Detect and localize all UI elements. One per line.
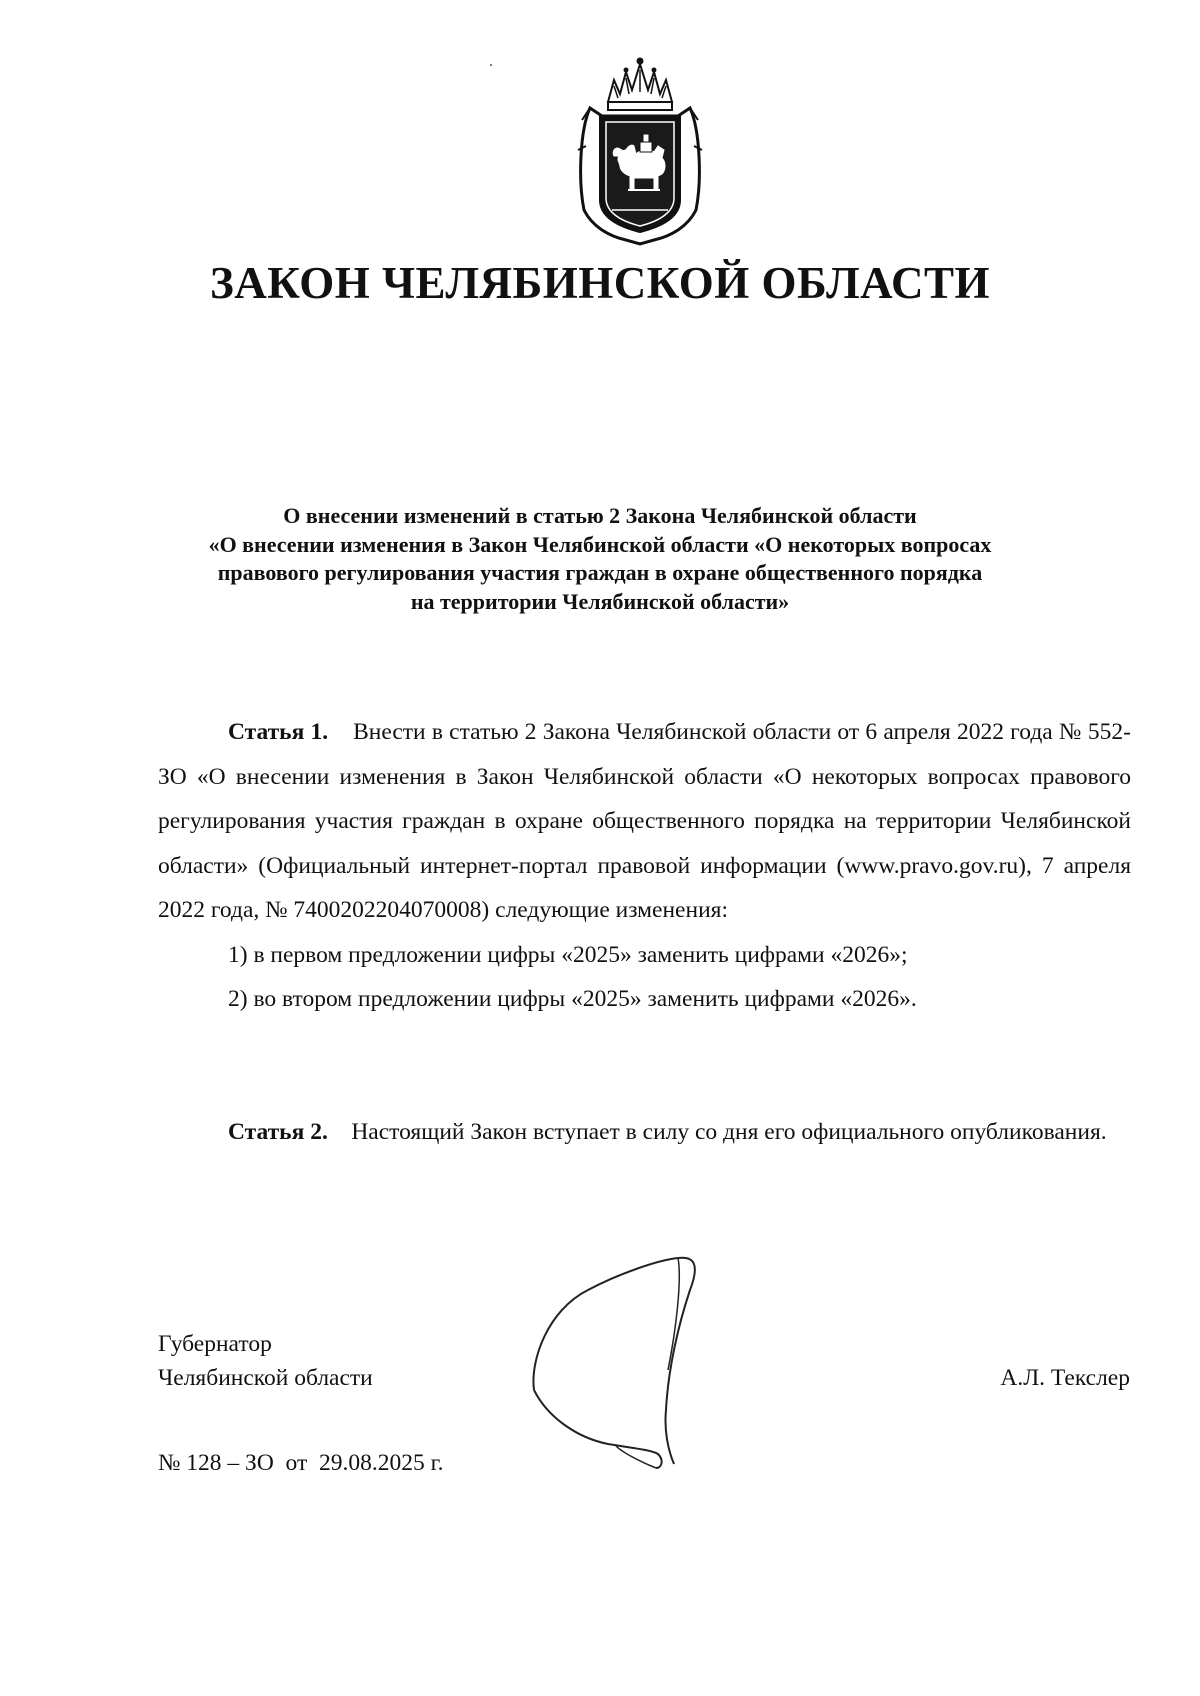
subject-line: «О внесении изменения в Закон Челябинской области «О некоторых вопросах: [208, 531, 992, 557]
handwritten-signature: [528, 1250, 753, 1475]
article-1: [158, 710, 1131, 1022]
article-1-paragraph: [158, 710, 1131, 933]
registration-number: № 128 – ЗО от 29.08.2025 г.: [158, 1450, 444, 1476]
scan-speck: [490, 64, 492, 66]
signatory-title: Губернатор: [158, 1331, 272, 1357]
article-2: [158, 1110, 1131, 1155]
article-1-item: 2) во втором предложении цифры «2025» заменить цифрами «2026».: [228, 986, 917, 1012]
article-1-item: 1) в первом предложении цифры «2025» заменить цифрами «2026»;: [228, 941, 908, 968]
signatory-name: А.Л. Текслер: [1000, 1365, 1130, 1391]
article-1-label: Статья 1.: [228, 719, 329, 745]
article-2-paragraph: [158, 1110, 1131, 1155]
subject-line: на территории Челябинской области»: [410, 588, 790, 614]
subject-line: правового регулирования участия граждан в охране общественного порядка: [217, 560, 983, 585]
coat-of-arms-emblem: [568, 50, 713, 246]
subject-line: О внесении изменений в статью 2 Закона Челябинской области: [283, 503, 917, 528]
signatory-position: [158, 1327, 373, 1395]
article-2-text: Настоящий Закон вступает в силу со дня его официального опубликования.: [351, 1119, 1107, 1145]
document-title: ЗАКОН ЧЕЛЯБИНСКОЙ ОБЛАСТИ: [210, 258, 990, 308]
signatory-region: Челябинской области: [158, 1365, 373, 1391]
article-1-text: Внести в статью 2 Закона Челябинской области от 6 апреля 2022 года № 552-ЗО «О внесении изменения в Закон Челябинской области «О некоторых вопросах правового регулирования участия граждан в охране общественного порядка на территории Челябинской области» (Официальный интернет-портал правовой информации (www.pravo.gov.ru), 7 апреля 2022 года, № 7400202204070008) следующие изменения:: [158, 719, 1131, 923]
article-2-label: Статья 2.: [228, 1119, 328, 1145]
law-subject-heading: [150, 502, 1050, 616]
